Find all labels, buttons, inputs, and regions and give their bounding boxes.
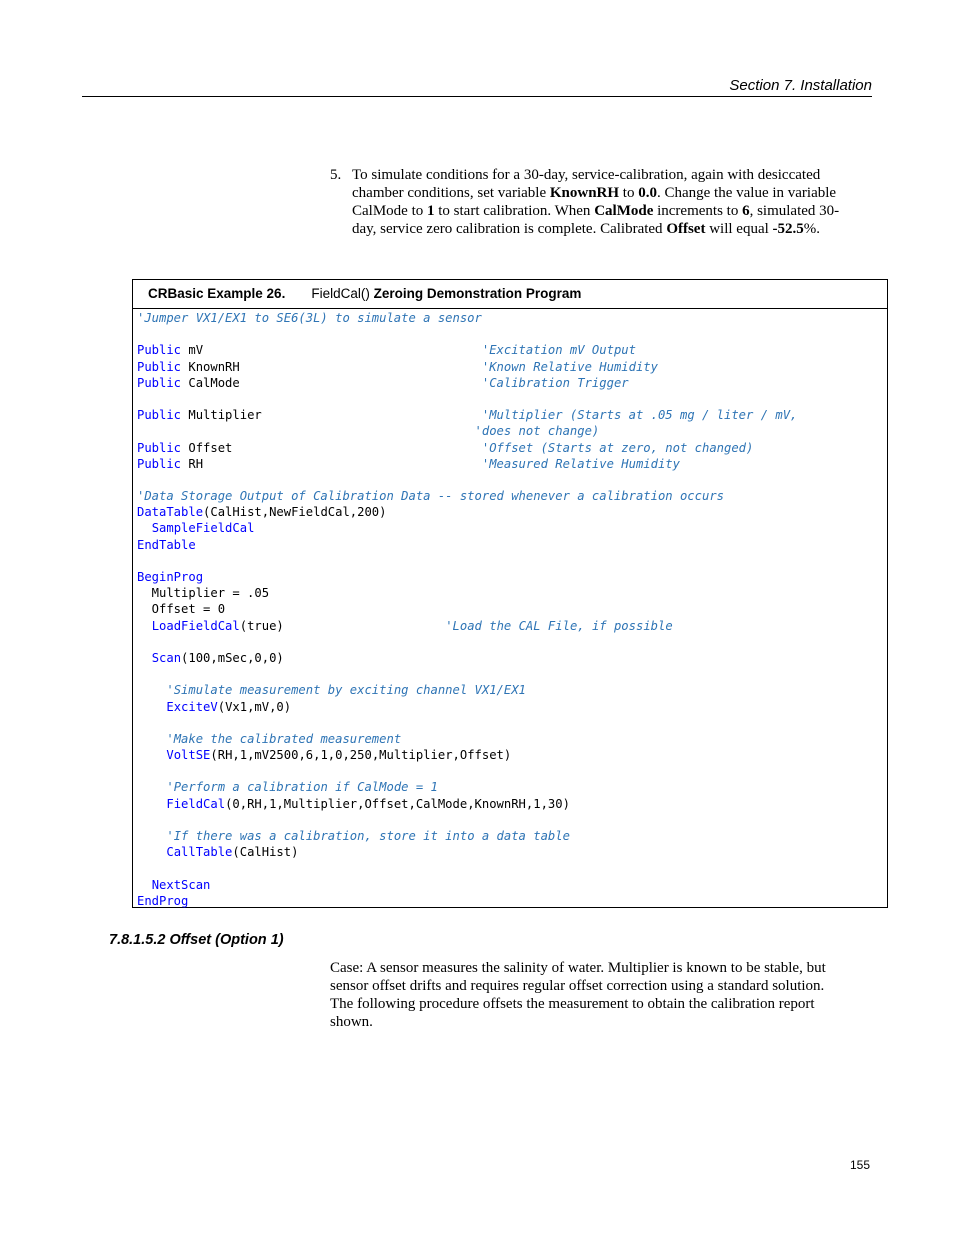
code-line	[137, 731, 887, 747]
code-keyword: Public	[137, 456, 182, 471]
code-keyword: LoadFieldCal	[151, 618, 240, 633]
code-line	[137, 440, 887, 456]
code-line	[137, 860, 887, 876]
code-comment: 'Make the calibrated measurement	[166, 731, 402, 746]
code-text	[137, 748, 166, 762]
code-keyword: CallTable	[166, 845, 233, 860]
code-line	[137, 779, 887, 795]
code-text: (Vx1,mV,0)	[217, 699, 292, 714]
code-line	[137, 618, 887, 634]
code-comment: 'Measured Relative Humidity	[481, 456, 680, 471]
code-text: (RH,1,mV2500,6,1,0,250,Multiplier,Offset)	[210, 748, 512, 763]
code-line	[137, 472, 887, 488]
code-line	[137, 666, 887, 682]
bold-term: 6	[742, 203, 750, 219]
code-text: (CalHist)	[232, 845, 299, 860]
code-text: RH	[181, 456, 482, 471]
code-keyword: EndTable	[137, 537, 196, 552]
code-text: Offset	[181, 440, 482, 455]
bold-term: Offset	[666, 221, 706, 237]
bold-term: 0.0	[638, 185, 657, 201]
code-line	[137, 812, 887, 828]
code-text: KnownRH	[181, 359, 482, 374]
code-line	[137, 747, 887, 763]
code-line	[137, 407, 887, 423]
bold-term: 1	[427, 203, 435, 219]
code-line	[137, 844, 887, 860]
code-text	[137, 424, 475, 438]
body-paragraph: Case: A sensor measures the salinity of water. Multiplier is known to be stable, but sensor offset drifts and requires regular offset correction using a standard solution. The following procedure offsets the measurement to obtain the calibration report shown.	[330, 960, 826, 1030]
code-keyword: FieldCal	[166, 796, 226, 811]
code-comment: 'Offset (Starts at zero, not changed)	[481, 440, 754, 455]
code-text	[137, 521, 152, 535]
code-line	[137, 585, 887, 601]
code-text	[137, 878, 152, 892]
code-keyword: SampleFieldCal	[151, 521, 255, 536]
code-example-box	[132, 279, 888, 908]
code-comment: 'Multiplier (Starts at .05 mg / liter / mV,	[481, 408, 798, 423]
code-keyword: Public	[137, 440, 182, 455]
code-keyword: VoltSE	[166, 748, 211, 763]
code-text	[137, 797, 166, 811]
code-comment: 'Simulate measurement by exciting channel VX1/EX1	[166, 683, 526, 698]
step-text	[352, 166, 850, 238]
code-comment: 'Calibration Trigger	[481, 375, 629, 390]
code-keyword: DataTable	[137, 505, 204, 520]
step-number: 5.	[330, 167, 342, 183]
code-line	[137, 634, 887, 650]
procedure-step-5	[330, 166, 850, 238]
running-header: Section 7. Installation	[729, 77, 872, 94]
code-comment: 'Load the CAL File, if possible	[445, 618, 673, 633]
code-text	[137, 619, 152, 633]
code-line	[137, 877, 887, 893]
code-comment: 'Known Relative Humidity	[481, 359, 658, 374]
code-keyword: Public	[137, 359, 182, 374]
code-keyword: Public	[137, 375, 182, 390]
code-text	[137, 683, 166, 697]
code-text: Multiplier = .05	[137, 586, 270, 601]
code-keyword: BeginProg	[137, 570, 204, 584]
step-text-run: to	[619, 185, 639, 201]
code-keyword: ExciteV	[166, 699, 218, 714]
code-line	[137, 699, 887, 715]
code-text: mV	[181, 343, 482, 358]
step-text-run: increments to	[653, 203, 743, 219]
code-keyword: Public	[137, 343, 182, 358]
code-line	[137, 342, 887, 358]
code-listing	[133, 309, 887, 909]
code-comment: 'Perform a calibration if CalMode = 1	[166, 780, 438, 795]
code-line	[137, 537, 887, 553]
code-comment: 'does not change)	[474, 424, 600, 439]
example-title: Zeroing Demonstration Program	[369, 286, 582, 301]
step-text-run: To simulate conditions for a 30-day, service-calibration, again with desiccated chamber conditions, set variable	[352, 167, 821, 201]
code-comment: 'Data Storage Output of Calibration Data -- stored whenever a calibration occurs	[137, 489, 724, 504]
code-line	[137, 488, 887, 504]
code-line	[137, 456, 887, 472]
section-heading: 7.8.1.5.2 Offset (Option 1)	[109, 932, 284, 948]
bold-term: KnownRH	[549, 185, 620, 201]
code-line	[137, 504, 887, 520]
step-text-run: . Change the value in variable CalMode to	[352, 185, 837, 219]
code-line	[137, 682, 887, 698]
code-text	[137, 780, 166, 794]
code-line	[137, 423, 887, 439]
code-keyword: Scan	[151, 650, 182, 665]
code-comment: 'If there was a calibration, store it into a data table	[166, 829, 570, 843]
code-comment: 'Jumper VX1/EX1 to SE6(3L) to simulate a sensor	[137, 311, 482, 325]
step-text-run: %.	[803, 221, 821, 237]
page-number: 155	[849, 1158, 870, 1172]
code-line	[137, 391, 887, 407]
example-caption	[133, 280, 887, 309]
step-text-run: will equal	[705, 221, 773, 237]
code-line	[137, 375, 887, 391]
step-text-run: to start calibration. When	[434, 203, 595, 219]
header-rule	[82, 96, 872, 97]
code-line	[137, 326, 887, 342]
example-label: CRBasic Example 26.	[148, 286, 286, 301]
code-text: (100,mSec,0,0)	[181, 650, 284, 665]
code-text: (CalHist,NewFieldCal,200)	[203, 505, 387, 520]
code-text: CalMode	[181, 375, 482, 390]
code-line	[137, 828, 887, 844]
code-keyword: Public	[137, 408, 182, 423]
code-line	[137, 520, 887, 536]
code-text	[137, 845, 166, 859]
code-text: Multiplier	[181, 408, 482, 423]
code-line	[137, 569, 887, 585]
code-text	[137, 829, 166, 843]
code-keyword: EndProg	[137, 893, 189, 908]
code-line	[137, 601, 887, 617]
code-line	[137, 359, 887, 375]
code-text	[137, 700, 166, 714]
step-text-run: , simulated 30-day, service zero calibration is complete. Calibrated	[352, 203, 840, 237]
code-text: Offset = 0	[137, 602, 226, 617]
code-comment: 'Excitation mV Output	[481, 343, 636, 358]
code-line	[137, 796, 887, 812]
code-text: (0,RH,1,Multiplier,Offset,CalMode,KnownRH,1,30)	[225, 796, 570, 811]
bold-term: -52.5	[772, 221, 804, 237]
bold-term: CalMode	[594, 203, 654, 219]
code-line	[137, 650, 887, 666]
code-text	[137, 651, 152, 665]
code-line	[137, 310, 887, 326]
code-text: (true)	[239, 618, 446, 633]
code-keyword: NextScan	[151, 877, 211, 892]
code-line	[137, 553, 887, 569]
example-title-function: FieldCal()	[311, 286, 370, 301]
code-line	[137, 893, 887, 909]
code-line	[137, 715, 887, 731]
code-text	[137, 732, 166, 746]
code-line	[137, 763, 887, 779]
